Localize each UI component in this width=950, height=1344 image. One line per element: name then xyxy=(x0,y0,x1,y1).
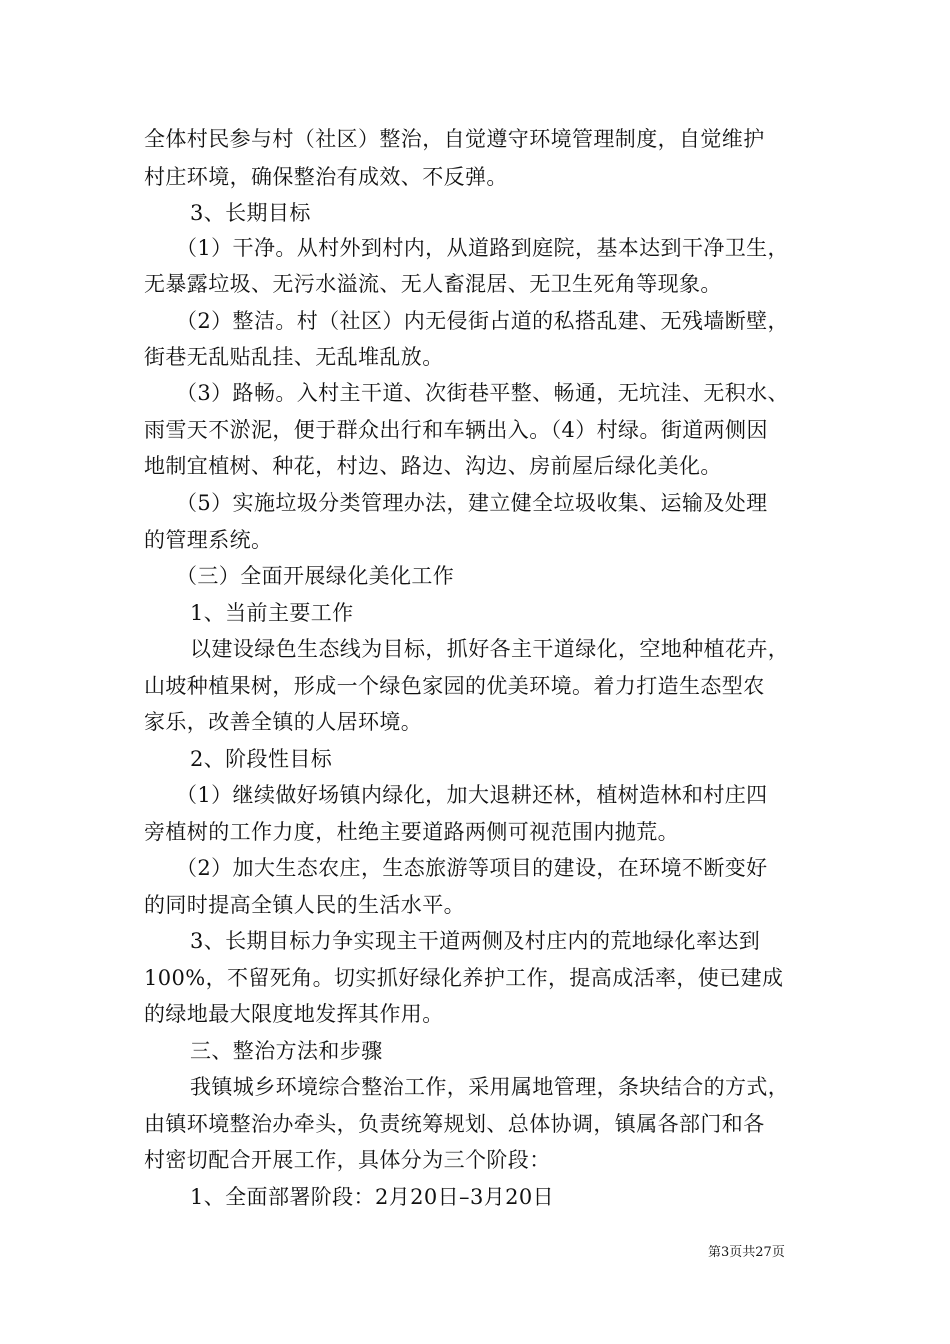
paragraph-line: （5）实施垃圾分类管理办法，建立健全垃圾收集、运输及处理 xyxy=(176,491,768,515)
paragraph-line: 雨雪天不淤泥，便于群众出行和车辆出入。（4）村绿。街道两侧因 xyxy=(144,418,768,442)
paragraph-line: 地制宜植树、种花，村边、路边、沟边、房前屋后绿化美化。 xyxy=(144,454,722,478)
paragraph-line: 的绿地最大限度地发挥其作用。 xyxy=(144,1002,444,1026)
paragraph-line: 全体村民参与村（社区）整治，自觉遵守环境管理制度，自觉维护 xyxy=(144,127,765,151)
section-heading: 1、全面部署阶段：2月20日–3月20日 xyxy=(190,1185,555,1209)
paragraph-line: 村庄环境，确保整治有成效、不反弹。 xyxy=(144,165,508,189)
paragraph-line: 山坡种植果树，形成一个绿色家园的优美环境。着力打造生态型农 xyxy=(144,674,765,698)
section-heading: 2、阶段性目标 xyxy=(190,747,333,771)
paragraph-line: 以建设绿色生态线为目标，抓好各主干道绿化，空地种植花卉， xyxy=(190,637,790,661)
paragraph-line: 我镇城乡环境综合整治工作，采用属地管理，条块结合的方式， xyxy=(190,1075,790,1099)
paragraph-line: 街巷无乱贴乱挂、无乱堆乱放。 xyxy=(144,345,444,369)
paragraph-line: 100%，不留死角。切实抓好绿化养护工作，提高成活率，使已建成 xyxy=(144,966,784,990)
paragraph-line: （2）整洁。村（社区）内无侵街占道的私搭乱建、无残墙断壁， xyxy=(176,309,789,333)
paragraph-line: （1）干净。从村外到村内，从道路到庭院，基本达到干净卫生， xyxy=(176,236,789,260)
section-heading: （三）全面开展绿化美化工作 xyxy=(176,564,455,588)
paragraph-line: 村密切配合开展工作，具体分为三个阶段： xyxy=(144,1148,551,1172)
paragraph-line: 旁植树的工作力度，杜绝主要道路两侧可视范围内抛荒。 xyxy=(144,820,679,844)
paragraph-line: 无暴露垃圾、无污水溢流、无人畜混居、无卫生死角等现象。 xyxy=(144,272,722,296)
paragraph-line: 由镇环境整治办牵头，负责统筹规划、总体协调，镇属各部门和各 xyxy=(144,1112,765,1136)
paragraph-line: 家乐，改善全镇的人居环境。 xyxy=(144,710,423,734)
page-number-footer: 第3页共27页 xyxy=(708,1245,785,1260)
section-heading: 3、长期目标 xyxy=(190,201,311,225)
paragraph-line: 3、长期目标力争实现主干道两侧及村庄内的荒地绿化率达到 xyxy=(190,929,761,953)
paragraph-line: （1）继续做好场镇内绿化，加大退耕还林，植树造林和村庄四 xyxy=(176,783,768,807)
paragraph-line: 的管理系统。 xyxy=(144,528,273,552)
paragraph-line: （3）路畅。入村主干道、次街巷平整、畅通，无坑洼、无积水、 xyxy=(176,381,789,405)
section-heading: 三、整治方法和步骤 xyxy=(190,1039,383,1063)
paragraph-line: 的同时提高全镇人民的生活水平。 xyxy=(144,893,465,917)
section-heading: 1、当前主要工作 xyxy=(190,601,354,625)
paragraph-line: （2）加大生态农庄，生态旅游等项目的建设，在环境不断变好 xyxy=(176,856,768,880)
